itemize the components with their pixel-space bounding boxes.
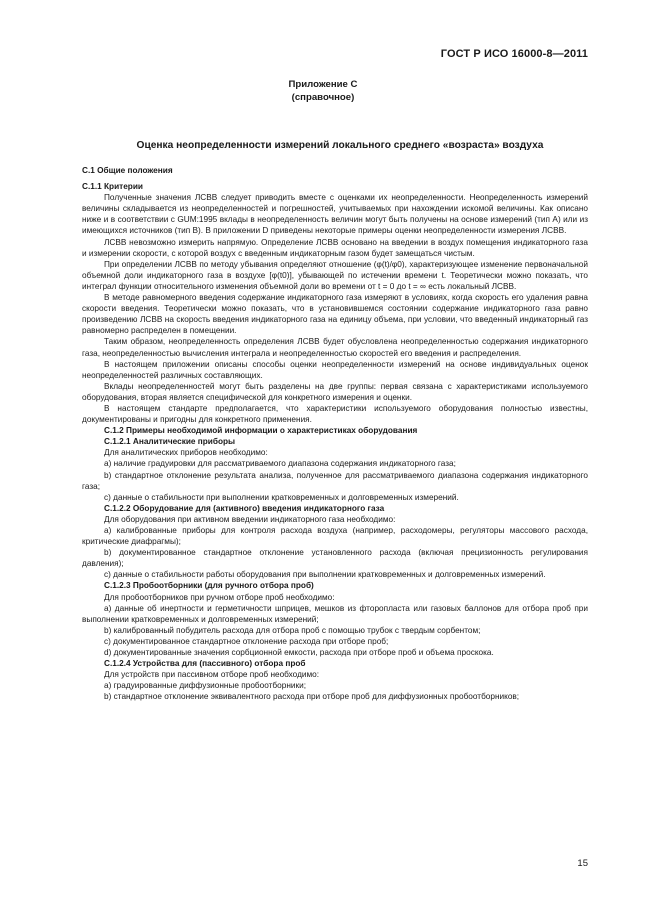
section-heading: С.1.1 Критерии — [82, 182, 143, 192]
paragraph: Полученные значения ЛСВВ следует приводить вместе с оценками их неопределенности. Неопределенность измерений величины складывается из неопределенностей и погрешностей, учитываемых при нахождении искомой величины. Как описано ниже и в соответствии с GUM:1995 вклады в неопределенность величин могут быть получены на основе измерений (тип А) или из имеющихся источников (тип В). В приложении D приведены некоторые примеры оценки неопределенности измерения ЛСВВ. — [82, 193, 588, 236]
document-body — [82, 165, 588, 703]
section-heading: С.1.2 Примеры необходимой информации о характеристиках оборудования — [104, 426, 418, 436]
paragraph: ЛСВВ невозможно измерить напрямую. Определение ЛСВВ основано на введении в воздух помещения индикаторного газа и измерении скорости, с которой воздух с введенным индикаторным газом будет замещаться чистым. — [82, 237, 588, 258]
paragraph: а) наличие градуировки для рассматриваемого диапазона содержания индикаторного газа; — [104, 459, 456, 469]
appendix-title: Оценка неопределенности измерений локального среднего «возраста» воздуха — [136, 140, 544, 151]
paragraph: а) градуированные диффузионные пробоотборники; — [104, 681, 306, 691]
appendix-heading — [0, 78, 646, 104]
paragraph: В настоящем приложении описаны способы оценки неопределенности измерений на основе индивидуальных оценок неопределенностей различных составляющих. — [82, 359, 588, 380]
paragraph: При определении ЛСВВ по методу убывания определяют отношение (φ(t)/φ0), характеризующее изменение первоначальной объемной доли индикаторного газа в воздухе [φ(t0)], убывающей по истечении времени t. Теоретически можно показать, что интеграл функции относительного изменения объемной доли во времени от t = 0 до t = ∞ есть локальный ЛСВВ. — [82, 259, 588, 291]
paragraph: а) данные об инертности и герметичности шприцев, мешков из фторопласта или газовых баллонов для отбора проб при выполнении кратковременных и долговременных измерений; — [82, 603, 588, 624]
section-heading: С.1.2.1 Аналитические приборы — [104, 437, 236, 447]
paragraph: Таким образом, неопределенность определения ЛСВВ будет обусловлена неопределенностью содержания индикаторного газа, неопределенностью вычисления интеграла и неопределенностью скоростей его введения и распределения. — [82, 337, 588, 358]
paragraph: b) стандартное отклонение результата анализа, полученное для рассматриваемого диапазона содержания индикаторного газа; — [82, 470, 588, 491]
section-heading: С.1.2.2 Оборудование для (активного) введения индикаторного газа — [104, 503, 385, 513]
paragraph: b) калиброванный побудитель расхода для отбора проб с помощью трубок с твердым сорбентом; — [104, 625, 481, 635]
paragraph: с) данные о стабильности работы оборудования при выполнении кратковременных и долговременных измерений. — [104, 570, 546, 580]
paragraph: b) стандартное отклонение эквивалентного расхода при отборе проб для диффузионных пробоотборников; — [104, 692, 520, 702]
appendix-type: (справочное) — [291, 92, 355, 103]
standard-header: ГОСТ Р ИСО 16000-8—2011 — [440, 48, 588, 60]
paragraph: d) документированные значения сорбционной емкости, расхода при отборе проб и объема проскока. — [104, 648, 494, 658]
appendix-label: Приложение С — [288, 79, 358, 90]
section-heading: С.1 Общие положения — [82, 166, 173, 175]
paragraph: Для оборудования при активном введении индикаторного газа необходимо: — [104, 514, 396, 524]
paragraph: с) данные о стабильности при выполнении кратковременных и долговременных измерений. — [104, 492, 459, 502]
paragraph: В настоящем стандарте предполагается, что характеристики используемого оборудования полностью известны, документированы и пригодны для конкретного применения. — [82, 403, 588, 425]
section-heading: С.1.2.4 Устройства для (пассивного) отбора проб — [104, 659, 306, 669]
paragraph: Для устройств при пассивном отборе проб необходимо: — [104, 670, 320, 680]
page-number: 15 — [577, 858, 588, 869]
paragraph: b) документированное стандартное отклонение установленного расхода (включая прецизионность регулирования давления); — [82, 548, 588, 569]
paragraph: а) калиброванные приборы для контроля расхода воздуха (например, расходомеры, регуляторы массового расхода, критические диафрагмы); — [82, 526, 588, 547]
section-heading: С.1.2.3 Пробоотборники (для ручного отбора проб) — [104, 581, 314, 591]
paragraph: Для аналитических приборов необходимо: — [104, 448, 268, 458]
paragraph: Для пробоотборников при ручном отборе проб необходимо: — [104, 592, 335, 602]
paragraph: Вклады неопределенностей могут быть разделены на две группы: первая связана с характеристиками используемого оборудования, вторая является специфической для конкретного измерения и оценки. — [82, 381, 588, 402]
paragraph: с) документированное стандартное отклонение расхода при отборе проб; — [104, 636, 389, 646]
paragraph: В методе равномерного введения содержание индикаторного газа измеряют в условиях, когда скорость его удаления равна скорости введения. Теоретически можно показать, что в установившемся состоянии содержание индикаторного газа равно произведению ЛСВВ на скорость введения индикаторного газа на единицу объема, при условии, что введенный индикаторный газ равномерно распределен в помещении. — [82, 293, 588, 336]
